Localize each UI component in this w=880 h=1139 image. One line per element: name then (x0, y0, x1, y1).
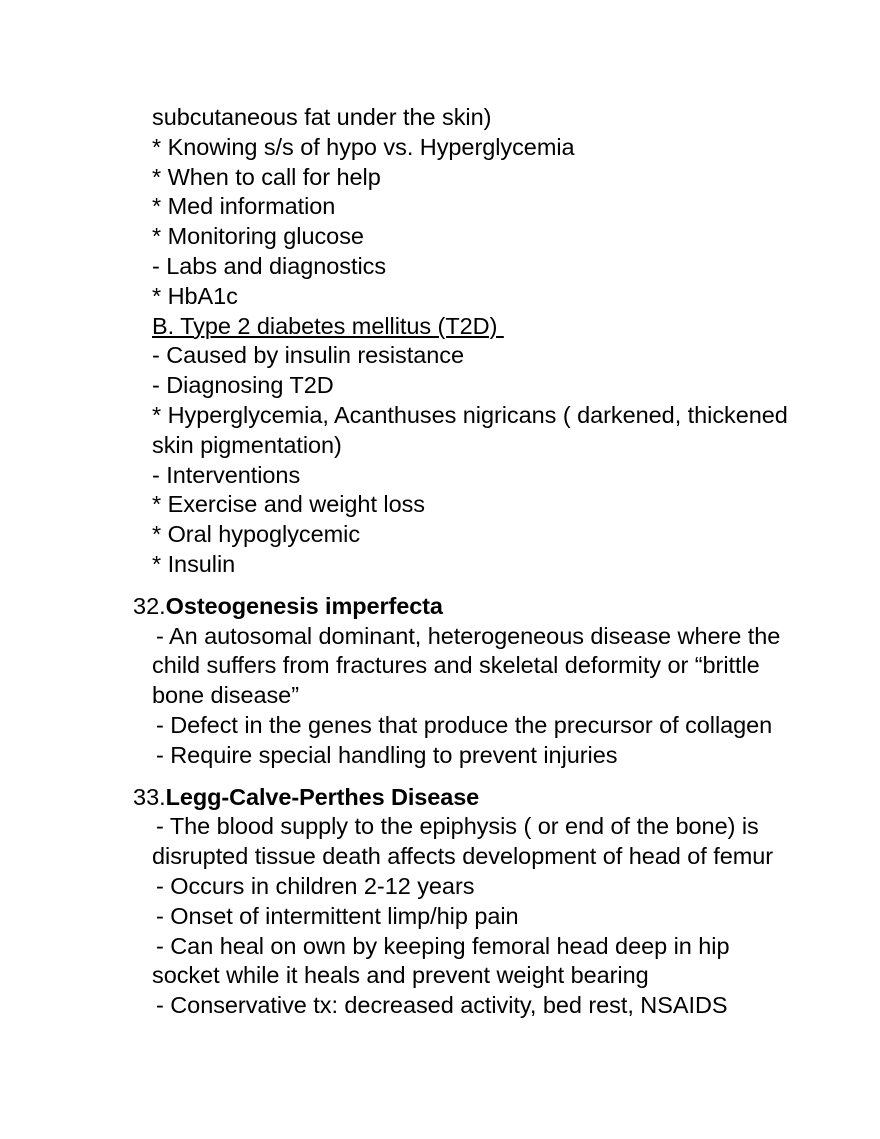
text-line: * Med information (152, 193, 336, 220)
subsection-heading-t2d: B. Type 2 diabetes mellitus (T2D) (152, 312, 504, 339)
text-line: subcutaneous fat under the skin) (152, 104, 492, 130)
numbered-section-33 (133, 783, 793, 1021)
section-number: 32. (133, 592, 166, 619)
section-heading (133, 592, 793, 622)
document-text-column (133, 103, 793, 1021)
text-line: - Conservative tx: decreased activity, bed rest, NSAIDS (156, 992, 728, 1019)
text-line: * Exercise and weight loss (152, 491, 426, 518)
text-line: - Onset of intermittent limp/hip pain (156, 902, 519, 929)
text-line: - Defect in the genes that produce the precursor of collagen (156, 711, 773, 738)
text-line: - Require special handling to prevent injuries (156, 741, 618, 768)
text-line: * Insulin (152, 550, 236, 577)
text-line: - Interventions (152, 461, 301, 488)
section-heading (133, 783, 793, 813)
text-line: - Labs and diagnostics (152, 252, 387, 279)
text-line: - The blood supply to the epiphysis ( or end of the bone) is disrupted tissue death affects development of head of femur (152, 813, 774, 870)
text-line: * Oral hypoglycemic (152, 521, 361, 548)
text-line: - Can heal on own by keeping femoral head deep in hip socket while it heals and prevent weight bearing (152, 932, 730, 989)
section-title: Osteogenesis imperfecta (165, 592, 443, 619)
text-line: - Caused by insulin resistance (152, 342, 464, 369)
text-line: - An autosomal dominant, heterogeneous disease where the child suffers from fractures and skeletal deformity or “brittle bone disease” (152, 622, 781, 709)
section-body (133, 622, 793, 771)
text-line: * Knowing s/s of hypo vs. Hyperglycemia (152, 133, 575, 160)
text-line: * HbA1c (152, 282, 238, 309)
section-title: Legg-Calve-Perthes Disease (165, 783, 480, 810)
text-line: - Diagnosing T2D (152, 372, 334, 399)
numbered-section-32 (133, 592, 793, 771)
section-number: 33. (133, 783, 166, 810)
text-line: * Monitoring glucose (152, 223, 364, 250)
text-line: * Hyperglycemia, Acanthuses nigricans ( darkened, thickened skin pigmentation) (152, 401, 795, 458)
text-line: * When to call for help (152, 163, 381, 190)
text-line: - Occurs in children 2-12 years (156, 872, 475, 899)
notes-continuation-section (133, 103, 793, 580)
section-body (133, 812, 793, 1021)
